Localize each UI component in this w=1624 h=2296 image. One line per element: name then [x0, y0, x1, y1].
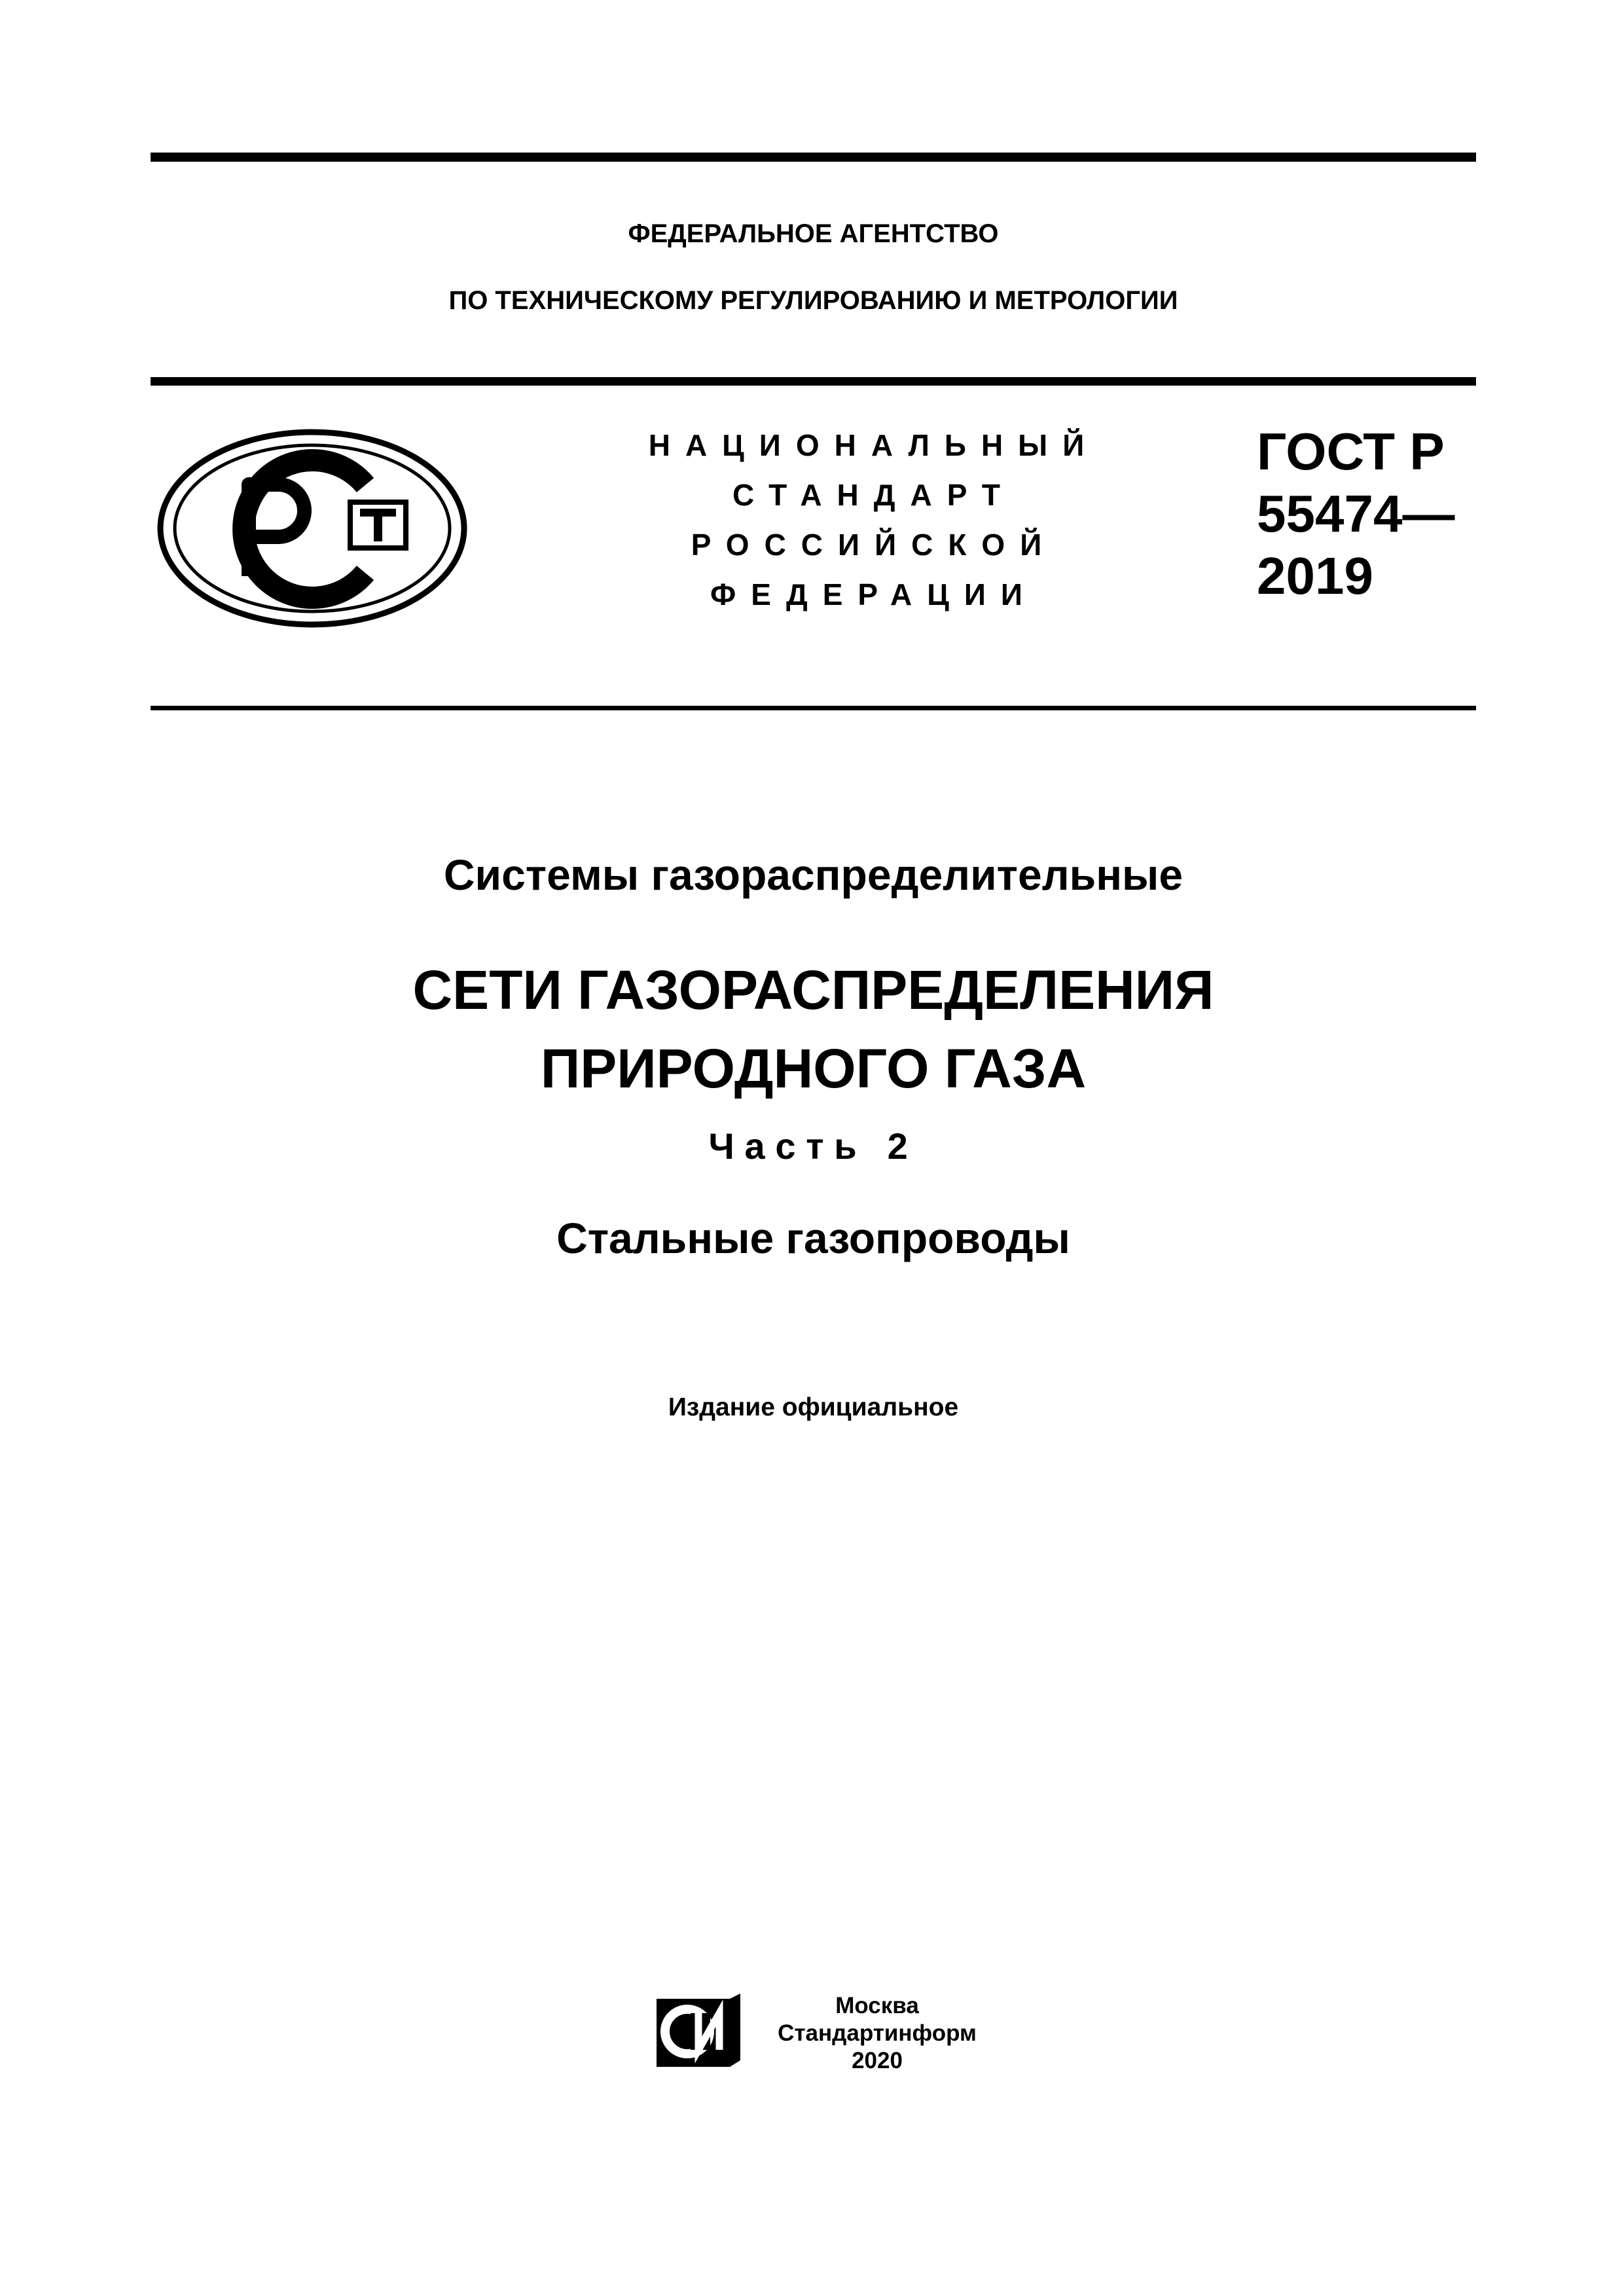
designation-line-1: ГОСТ Р: [1257, 422, 1445, 481]
publisher-info: [756, 1992, 998, 2075]
header-rule: [151, 377, 1476, 386]
rst-logo-icon: [157, 429, 468, 629]
publisher-year: 2020: [852, 2048, 903, 2073]
national-standard-line-1: НАЦИОНАЛЬНЫЙ: [648, 428, 1100, 462]
document-part: Часть 2: [708, 1125, 918, 1167]
title-line-2: ПРИРОДНОГО ГАЗА: [540, 1038, 1087, 1099]
national-standard-line-2: СТАНДАРТ: [732, 478, 1015, 512]
national-standard-line-4: ФЕДЕРАЦИИ: [710, 577, 1038, 611]
standartinform-logo-icon: [651, 1994, 743, 2072]
document-series: Системы газораспределительные: [443, 850, 1183, 899]
agency-line-1: ФЕДЕРАЛЬНОЕ АГЕНТСТВО: [628, 219, 999, 248]
document-title: [151, 951, 1476, 1108]
national-standard-line-3: РОССИЙСКОЙ: [691, 528, 1057, 562]
standard-designation: [1257, 420, 1454, 607]
designation-line-3: 2019: [1257, 547, 1373, 605]
national-standard-block: [628, 420, 1119, 619]
designation-line-2: 55474—: [1257, 484, 1455, 543]
top-rule: [151, 153, 1476, 162]
agency-line-2: ПО ТЕХНИЧЕСКОМУ РЕГУЛИРОВАНИЮ И МЕТРОЛОГИИ: [448, 286, 1178, 315]
publisher-name: Стандартинформ: [778, 2020, 977, 2046]
document-subtitle: Стальные газопроводы: [556, 1214, 1070, 1262]
publisher-city: Москва: [835, 1993, 919, 2018]
title-line-1: СЕТИ ГАЗОРАСПРЕДЕЛЕНИЯ: [412, 959, 1214, 1021]
header-bottom-rule: [151, 706, 1476, 710]
edition-label: Издание официальное: [668, 1393, 959, 1421]
